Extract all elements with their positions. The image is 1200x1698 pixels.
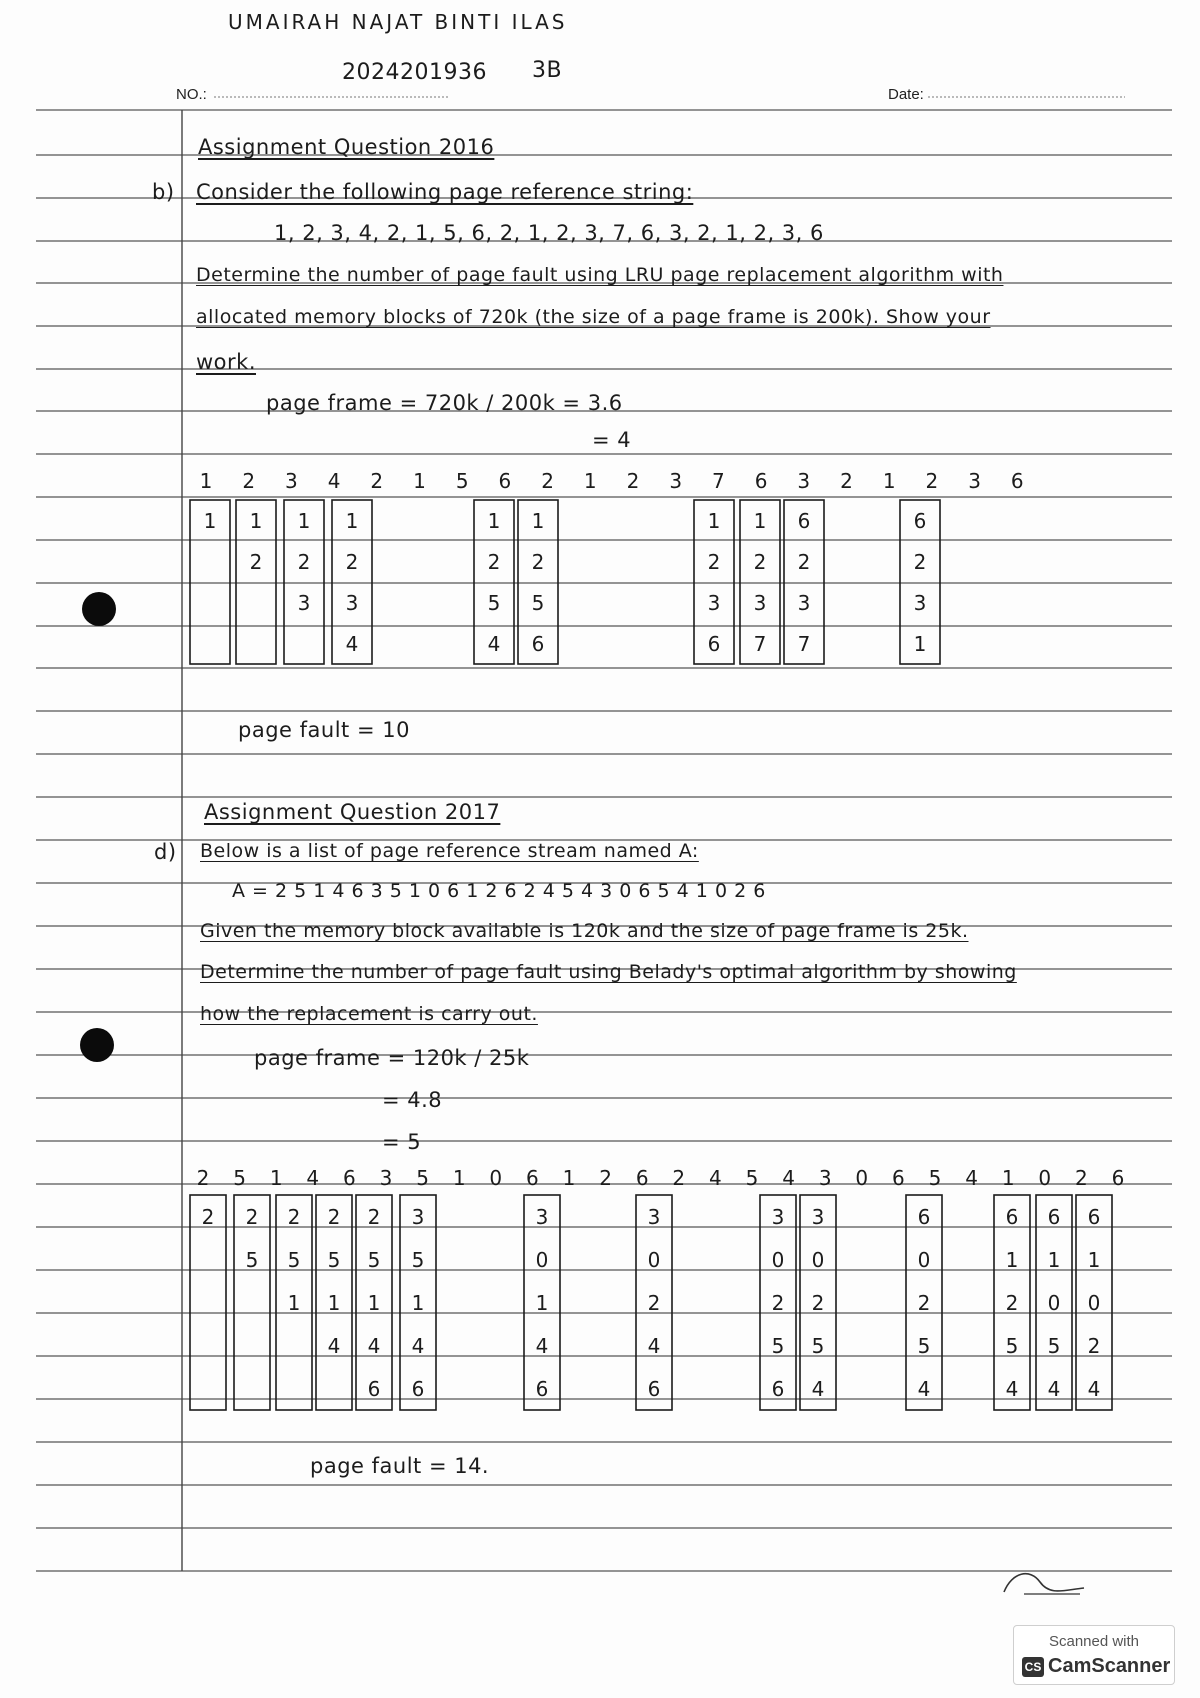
frame-cell-value: 1 — [487, 508, 501, 533]
reference-item: 3 — [379, 1166, 393, 1190]
frame-column — [190, 1195, 226, 1410]
reference-item: 2 — [541, 469, 554, 493]
reference-item: 7 — [712, 469, 725, 493]
camscanner-logo-icon: CS — [1022, 1657, 1044, 1677]
frame-cell-value: 1 — [535, 1291, 549, 1316]
frame-cell-value: 7 — [753, 631, 767, 656]
reference-item: 0 — [489, 1166, 503, 1190]
frame-cell-value: 2 — [327, 1205, 341, 1230]
frame-cell-value: 2 — [1005, 1291, 1019, 1316]
frame-cell-value: 0 — [1047, 1291, 1061, 1316]
frame-cell-value: 2 — [367, 1205, 381, 1230]
reference-item: 1 — [452, 1166, 466, 1190]
q2-heading: Assignment Question 2017 — [204, 800, 501, 824]
reference-item: 0 — [1038, 1166, 1052, 1190]
reference-item: 3 — [285, 469, 298, 493]
frame-cell-value: 6 — [917, 1205, 931, 1230]
q2-calc-line2: = 4.8 — [382, 1088, 443, 1112]
reference-item: 2 — [925, 469, 939, 493]
q1-result: page fault = 10 — [238, 718, 410, 742]
frame-cell-value: 6 — [797, 508, 811, 533]
q2-stream: A = 2 5 1 4 6 3 5 1 0 6 1 2 6 2 4 5 4 3 0 6 5 4 1 0 2 6 — [232, 880, 766, 902]
frame-column — [800, 1195, 836, 1410]
reference-item: 4 — [306, 1166, 320, 1190]
frame-column — [1076, 1195, 1112, 1410]
frame-cell-value: 6 — [1087, 1205, 1101, 1230]
q1-heading: Assignment Question 2016 — [198, 135, 495, 159]
reference-item: 6 — [526, 1166, 539, 1190]
frame-cell-value: 6 — [1047, 1205, 1061, 1230]
frame-cell-value: 0 — [811, 1248, 825, 1273]
reference-item: 2 — [196, 1166, 210, 1190]
frame-cell-value: 2 — [797, 549, 811, 574]
frame-cell-value: 5 — [367, 1248, 381, 1273]
q1-prompt-line1: Consider the following page reference string: — [196, 180, 694, 204]
frame-column — [994, 1195, 1030, 1410]
frame-cell-value: 1 — [531, 508, 545, 533]
frame-cell-value: 6 — [367, 1377, 381, 1402]
frame-cell-value: 2 — [1087, 1334, 1101, 1359]
frame-cell-value: 1 — [753, 508, 767, 533]
reference-item: 4 — [327, 469, 341, 493]
no-label: NO.: — [176, 86, 207, 103]
frame-cell-value: 3 — [411, 1205, 425, 1230]
reference-item: 6 — [754, 469, 768, 493]
student-id: 2024201936 — [342, 60, 487, 85]
frame-cell-value: 3 — [753, 590, 767, 615]
frame-column — [760, 1195, 796, 1410]
frame-cell-value: 7 — [797, 631, 811, 656]
frame-column — [234, 1195, 270, 1410]
frame-cell-value: 1 — [1087, 1248, 1101, 1273]
frame-cell-value: 1 — [327, 1291, 341, 1316]
q2-result: page fault = 14. — [310, 1454, 490, 1478]
frame-cell-value: 2 — [647, 1291, 661, 1316]
frame-cell-value: 2 — [245, 1205, 259, 1230]
reference-item: 1 — [562, 1166, 576, 1190]
q1-reference-string: 1, 2, 3, 4, 2, 1, 5, 6, 2, 1, 2, 3, 7, 6, 3, 2, 1, 2, 3, 6 — [274, 221, 824, 245]
q1-part-label: b) — [152, 180, 175, 204]
reference-item: 2 — [626, 469, 640, 493]
frame-cell-value: 1 — [411, 1291, 425, 1316]
frame-column — [400, 1195, 436, 1410]
reference-item: 2 — [242, 469, 256, 493]
frame-cell-value: 3 — [811, 1205, 825, 1230]
frame-cell-value: 1 — [913, 631, 927, 656]
frame-cell-value: 5 — [245, 1248, 259, 1273]
frame-cell-value: 1 — [249, 508, 263, 533]
reference-item: 1 — [583, 469, 597, 493]
frame-cell-value: 6 — [913, 508, 927, 533]
frame-cell-value: 6 — [535, 1377, 549, 1402]
frame-cell-value: 1 — [367, 1291, 381, 1316]
reference-item: 4 — [965, 1166, 978, 1190]
reference-item: 2 — [672, 1166, 686, 1190]
frame-cell-value: 1 — [1005, 1248, 1019, 1273]
frame-cell-value: 1 — [345, 508, 359, 533]
frame-cell-value: 5 — [487, 590, 501, 615]
frame-cell-value: 0 — [1087, 1291, 1101, 1316]
frame-column — [316, 1195, 352, 1410]
frame-cell-value: 0 — [535, 1248, 549, 1273]
frame-cell-value: 5 — [1047, 1334, 1061, 1359]
reference-item: 5 — [745, 1166, 759, 1190]
reference-item: 5 — [455, 469, 469, 493]
frame-cell-value: 6 — [771, 1377, 785, 1402]
reference-item: 1 — [882, 469, 896, 493]
frame-column — [356, 1195, 392, 1410]
q2-calc-line1: page frame = 120k / 25k — [254, 1046, 530, 1070]
frame-cell-value: 2 — [487, 549, 501, 574]
reference-item: 4 — [782, 1166, 795, 1190]
q1-calc-line2: = 4 — [592, 428, 632, 452]
reference-item: 4 — [709, 1166, 722, 1190]
frame-cell-value: 5 — [531, 590, 545, 615]
reference-item: 3 — [818, 1166, 832, 1190]
frame-cell-value: 2 — [913, 549, 927, 574]
reference-item: 1 — [1001, 1166, 1015, 1190]
reference-item: 6 — [635, 1166, 649, 1190]
frame-cell-value: 3 — [707, 590, 721, 615]
frame-cell-value: 6 — [647, 1377, 661, 1402]
reference-item: 5 — [416, 1166, 429, 1190]
frame-cell-value: 0 — [917, 1248, 931, 1273]
frame-cell-value: 1 — [203, 508, 217, 533]
frame-cell-value: 1 — [707, 508, 721, 533]
reference-item: 6 — [343, 1166, 356, 1190]
frame-cell-value: 1 — [1047, 1248, 1061, 1273]
reference-item: 3 — [968, 469, 981, 493]
frame-cell-value: 4 — [1047, 1377, 1061, 1402]
q2-part-label: d) — [154, 840, 177, 864]
q2-prompt-line2: Given the memory block available is 120k and the size of page frame is 25k. — [200, 920, 969, 942]
q2-prompt-line3: Determine the number of page fault using Belady's optimal algorithm by showing — [200, 961, 1017, 983]
frame-column — [636, 1195, 672, 1410]
reference-item: 6 — [892, 1166, 905, 1190]
frame-cell-value: 4 — [487, 631, 501, 656]
frame-cell-value: 3 — [297, 590, 311, 615]
camscanner-badge — [1013, 1625, 1175, 1685]
frame-cell-value: 2 — [531, 549, 545, 574]
reference-item: 2 — [1075, 1166, 1088, 1190]
signature-mark — [1000, 1560, 1090, 1600]
scanner-caption: Scanned with — [1048, 1633, 1140, 1650]
q2-prompt-line4: how the replacement is carry out. — [200, 1003, 538, 1025]
frame-cell-value: 1 — [297, 508, 311, 533]
reference-item: 2 — [599, 1166, 612, 1190]
reference-item: 6 — [1010, 469, 1024, 493]
frame-column — [906, 1195, 942, 1410]
frame-cell-value: 2 — [811, 1291, 825, 1316]
frame-cell-value: 4 — [917, 1377, 931, 1402]
q2-prompt-line1: Below is a list of page reference stream named A: — [200, 840, 699, 862]
frame-column — [276, 1195, 312, 1410]
reference-item: 6 — [1111, 1166, 1125, 1190]
frame-cell-value: 4 — [647, 1334, 661, 1359]
reference-item: 1 — [413, 469, 426, 493]
frame-cell-value: 5 — [811, 1334, 825, 1359]
frame-cell-value: 0 — [647, 1248, 661, 1273]
frame-cell-value: 3 — [771, 1205, 785, 1230]
frame-cell-value: 3 — [913, 590, 927, 615]
frame-cell-value: 4 — [345, 631, 359, 656]
frame-cell-value: 4 — [1087, 1377, 1101, 1402]
scanner-brand: CamScanner — [1048, 1655, 1171, 1677]
frame-column — [1036, 1195, 1072, 1410]
frame-cell-value: 2 — [707, 549, 721, 574]
frame-cell-value: 5 — [917, 1334, 931, 1359]
frame-cell-value: 5 — [287, 1248, 301, 1273]
q1-prompt-line4: work. — [196, 350, 256, 374]
reference-item: 3 — [797, 469, 811, 493]
reference-item: 3 — [669, 469, 683, 493]
frame-cell-value: 5 — [327, 1248, 341, 1273]
q1-calc-line1: page frame = 720k / 200k = 3.6 — [266, 391, 623, 415]
frame-column — [524, 1195, 560, 1410]
reference-item: 5 — [928, 1166, 942, 1190]
reference-item: 0 — [855, 1166, 869, 1190]
frame-cell-value: 5 — [771, 1334, 785, 1359]
reference-item: 1 — [199, 469, 213, 493]
frame-cell-value: 6 — [1005, 1205, 1019, 1230]
frame-cell-value: 2 — [201, 1205, 215, 1230]
frame-cell-value: 2 — [771, 1291, 785, 1316]
reference-item: 2 — [840, 469, 853, 493]
frame-cell-value: 2 — [345, 549, 359, 574]
frame-cell-value: 4 — [811, 1377, 825, 1402]
frame-cell-value: 6 — [531, 631, 545, 656]
reference-item: 2 — [370, 469, 384, 493]
frame-cell-value: 3 — [797, 590, 811, 615]
frame-cell-value: 6 — [707, 631, 721, 656]
q2-calc-line3: = 5 — [382, 1130, 422, 1154]
frame-cell-value: 3 — [345, 590, 359, 615]
frame-cell-value: 4 — [327, 1334, 341, 1359]
frame-cell-value: 4 — [1005, 1377, 1019, 1402]
frame-cell-value: 1 — [287, 1291, 301, 1316]
q1-prompt-line3: allocated memory blocks of 720k (the size of a page frame is 200k). Show your — [196, 306, 991, 328]
frame-cell-value: 2 — [249, 549, 263, 574]
frame-cell-value: 6 — [411, 1377, 425, 1402]
reference-item: 1 — [269, 1166, 283, 1190]
class-code: 3B — [532, 58, 563, 83]
frame-cell-value: 3 — [647, 1205, 661, 1230]
q1-prompt-line2: Determine the number of page fault using LRU page replacement algorithm with — [196, 264, 1004, 286]
date-label: Date: — [888, 86, 924, 103]
frame-cell-value: 2 — [297, 549, 311, 574]
student-name: UMAIRAH NAJAT BINTI ILAS — [228, 10, 568, 34]
frame-cell-value: 2 — [917, 1291, 931, 1316]
frame-cell-value: 2 — [287, 1205, 301, 1230]
frame-cell-value: 0 — [771, 1248, 785, 1273]
frame-cell-value: 4 — [535, 1334, 549, 1359]
frame-cell-value: 2 — [753, 549, 767, 574]
frame-cell-value: 3 — [535, 1205, 549, 1230]
frame-cell-value: 4 — [367, 1334, 381, 1359]
reference-item: 6 — [498, 469, 512, 493]
frame-cell-value: 4 — [411, 1334, 425, 1359]
reference-item: 5 — [233, 1166, 246, 1190]
frame-cell-value: 5 — [411, 1248, 425, 1273]
frame-cell-value: 5 — [1005, 1334, 1019, 1359]
